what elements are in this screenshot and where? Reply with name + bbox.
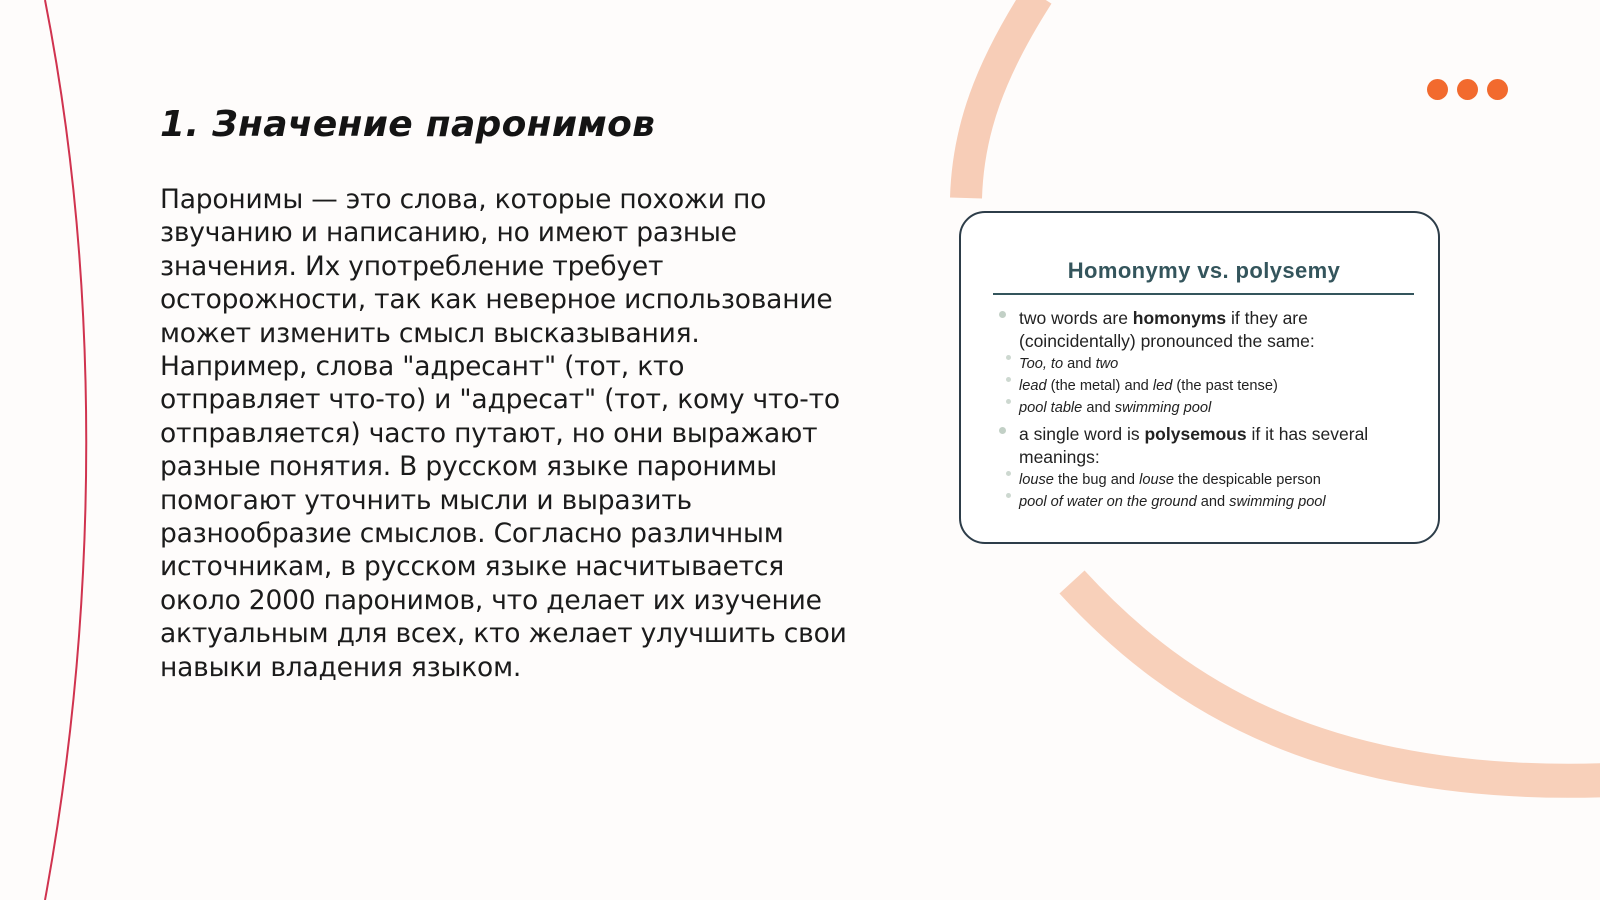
bullet	[1006, 471, 1011, 476]
bottom-peach-arc	[1072, 582, 1600, 781]
example-term: louse	[1019, 472, 1054, 488]
slide-body-text: Паронимы — это слова, которые похожи по звучанию и написанию, но имеют разные значения. Их употребление требует осторожности, так как неверное использование может изменить смысл высказывания. Например, слова "адресант" (тот, кто отправляет что-то) и "адресат" (тот, кому что-то отправляется) часто путают, но они выражают разные понятия. В русском языке паронимы помогают уточнить мысли и выразить разнообразие смыслов. Согласно различным источникам, в русском языке насчитывается около 2000 паронимов, что делает их изучение актуальным для всех, кто желает улучшить свои навыки владения языком.	[160, 184, 847, 683]
example-item	[997, 397, 1417, 419]
bullet	[1006, 493, 1011, 498]
bullet	[1006, 355, 1011, 360]
top-peach-arc	[966, 0, 1038, 198]
example-text: (the past tense)	[1172, 378, 1278, 394]
dot-1	[1427, 79, 1448, 100]
example-text: and	[1082, 400, 1115, 416]
example-text: the despicable person	[1174, 472, 1321, 488]
example-term: Too	[1019, 356, 1043, 372]
point-term: homonyms	[1132, 308, 1227, 328]
bullet	[1006, 399, 1011, 404]
point-text: two words are	[1019, 308, 1133, 328]
bullet	[999, 311, 1006, 318]
card-title: Homonymy vs. polysemy	[1067, 258, 1341, 283]
example-term: led	[1152, 378, 1173, 394]
example-term: pool table	[1019, 400, 1083, 416]
left-red-curve	[45, 0, 86, 900]
example-term: pool of water on the ground	[1019, 494, 1197, 510]
slide-title: 1. Значение паронимов	[160, 104, 656, 145]
point-text: a single word is	[1019, 424, 1145, 444]
polysemy-point	[997, 423, 1417, 469]
card-title-rule	[993, 293, 1414, 295]
example-term: swimming pool	[1229, 494, 1326, 510]
point-term: polysemous	[1144, 424, 1247, 444]
example-term: lead	[1019, 378, 1047, 394]
point-text: if they are (coincidentally) pronounced the same:	[1019, 308, 1315, 351]
example-item	[997, 353, 1417, 375]
card-list	[997, 305, 1417, 513]
point-text: if it has several meanings:	[1019, 424, 1369, 467]
example-term: to	[1050, 356, 1064, 372]
example-item	[997, 375, 1417, 397]
example-text: and	[1196, 494, 1230, 510]
example-text: the bug and	[1053, 472, 1140, 488]
example-term: swimming pool	[1114, 400, 1212, 416]
bullet	[999, 427, 1006, 434]
example-text: (the metal) and	[1046, 378, 1153, 394]
menu-dots	[1427, 79, 1508, 101]
bullet	[1006, 377, 1011, 382]
dot-3	[1487, 79, 1508, 100]
example-text: and	[1063, 356, 1096, 372]
example-term: two	[1095, 356, 1119, 372]
example-term: louse	[1139, 472, 1174, 488]
example-item	[997, 469, 1417, 491]
example-text: ,	[1042, 356, 1051, 372]
homonyms-point	[997, 307, 1417, 353]
homonymy-polysemy-card	[959, 211, 1440, 544]
dot-2	[1457, 79, 1478, 100]
example-item	[997, 491, 1417, 513]
